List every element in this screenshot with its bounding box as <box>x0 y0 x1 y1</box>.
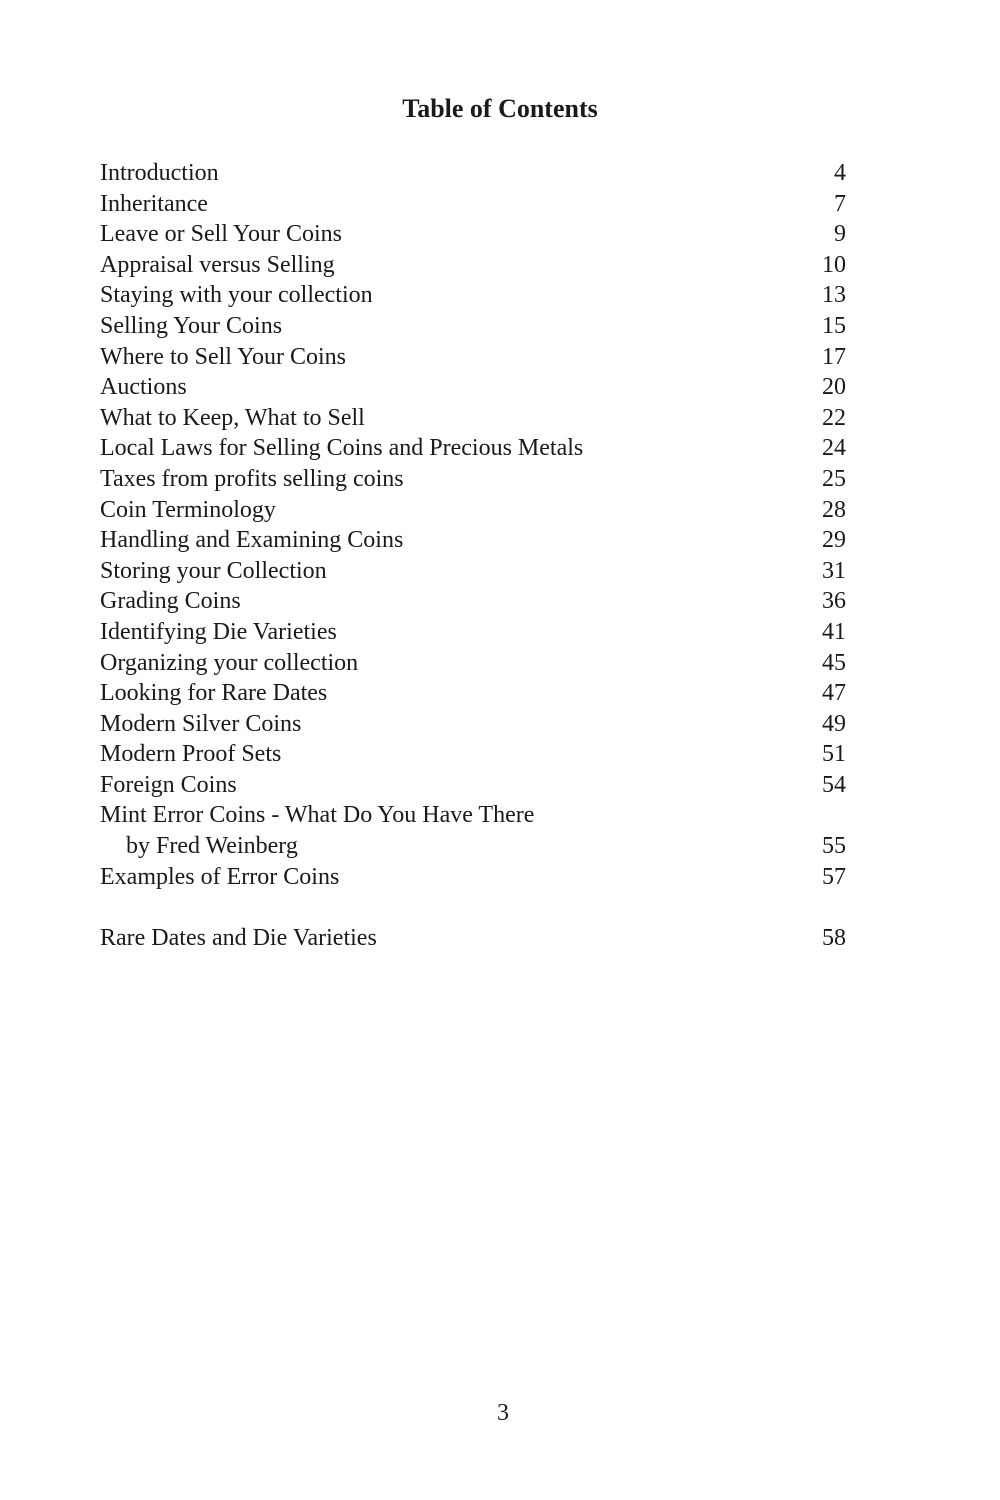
toc-entry-page: 41 <box>822 618 846 645</box>
toc-entry-label: Organizing your collection <box>100 649 359 676</box>
toc-entry <box>100 219 846 250</box>
toc-entry <box>100 403 846 434</box>
toc-entry-label: Looking for Rare Dates <box>100 680 328 707</box>
toc-entry-page: 17 <box>822 343 846 370</box>
toc-entry <box>100 678 846 709</box>
toc-entry-label: Mint Error Coins - What Do You Have There <box>100 802 535 829</box>
page-title: Table of Contents <box>402 94 598 123</box>
toc-entry-label: Examples of Error Coins <box>100 863 340 890</box>
toc-entry-label: Where to Sell Your Coins <box>100 343 346 370</box>
toc-entry-page: 47 <box>822 680 846 707</box>
toc-entry-label: Foreign Coins <box>100 771 237 798</box>
toc-entry-continuation <box>100 831 846 862</box>
toc-entry <box>100 923 846 954</box>
toc-entry-label: Identifying Die Varieties <box>100 618 337 645</box>
toc-entry <box>100 158 846 189</box>
page-number: 3 <box>497 1400 509 1426</box>
toc-entry-label: What to Keep, What to Sell <box>100 404 365 431</box>
toc-entry-page: 10 <box>822 251 846 278</box>
toc-entry-label: Grading Coins <box>100 588 241 615</box>
toc-entry-label: Local Laws for Selling Coins and Precious Metals <box>100 435 584 462</box>
toc-entry-page: 9 <box>834 221 846 248</box>
toc-entry-page: 36 <box>822 588 846 615</box>
toc-entry <box>100 709 846 740</box>
toc-entry-page: 55 <box>822 833 846 860</box>
toc-entry-page: 13 <box>822 282 846 309</box>
toc-entry-page: 22 <box>822 404 846 431</box>
toc-entry-page: 4 <box>834 160 846 186</box>
toc-entry <box>100 648 846 679</box>
toc-entry <box>100 739 846 770</box>
toc-entry-page: 58 <box>822 924 846 951</box>
toc-entry <box>100 525 846 556</box>
toc-entry-label: Inheritance <box>100 190 208 217</box>
toc-entry-page: 28 <box>822 496 846 523</box>
toc-entry-label: Introduction <box>100 160 219 186</box>
toc-entry-page: 51 <box>822 741 846 768</box>
toc-entry-page: 49 <box>822 710 846 737</box>
toc-entry-page: 15 <box>822 312 846 339</box>
toc-entry-page: 57 <box>822 863 846 890</box>
toc-entry-label: Handling and Examining Coins <box>100 527 404 554</box>
toc-entry <box>100 770 846 801</box>
toc-entry <box>100 495 846 526</box>
toc-entry <box>100 311 846 342</box>
toc-entry-label: Modern Silver Coins <box>100 710 302 737</box>
toc-entry-page: 45 <box>822 649 846 676</box>
toc-entry <box>100 433 846 464</box>
toc-entry <box>100 464 846 495</box>
toc-entry-label: Leave or Sell Your Coins <box>100 221 342 248</box>
toc-entry-label: Appraisal versus Selling <box>100 251 335 278</box>
toc-entry-page: 31 <box>822 557 846 584</box>
toc-entry-page: 29 <box>822 527 846 554</box>
toc-list <box>100 158 846 953</box>
toc-entry-label: Auctions <box>100 374 187 401</box>
toc-entry-page: 54 <box>822 771 846 798</box>
toc-entry-page: 24 <box>822 435 846 462</box>
toc-entry <box>100 372 846 403</box>
toc-entry <box>100 280 846 311</box>
toc-entry <box>100 800 846 831</box>
toc-entry-page: 20 <box>822 374 846 401</box>
toc-entry-label: Coin Terminology <box>100 496 276 523</box>
toc-entry-page: 7 <box>834 190 846 217</box>
toc-entry <box>100 862 846 893</box>
toc-entry-label: Staying with your collection <box>100 282 373 309</box>
toc-entry-label: Rare Dates and Die Varieties <box>100 924 377 951</box>
toc-entry <box>100 556 846 587</box>
toc-entry <box>100 189 846 220</box>
toc-entry-label: Selling Your Coins <box>100 312 283 339</box>
toc-entry-label: Modern Proof Sets <box>100 741 282 768</box>
toc-entry <box>100 586 846 617</box>
toc-entry-label: Storing your Collection <box>100 557 327 584</box>
toc-entry-page: 25 <box>822 465 846 492</box>
toc-entry <box>100 250 846 281</box>
toc-entry-label: Taxes from profits selling coins <box>100 465 404 492</box>
toc-entry-label: by Fred Weinberg <box>126 833 298 860</box>
toc-entry <box>100 342 846 373</box>
toc-entry <box>100 617 846 648</box>
